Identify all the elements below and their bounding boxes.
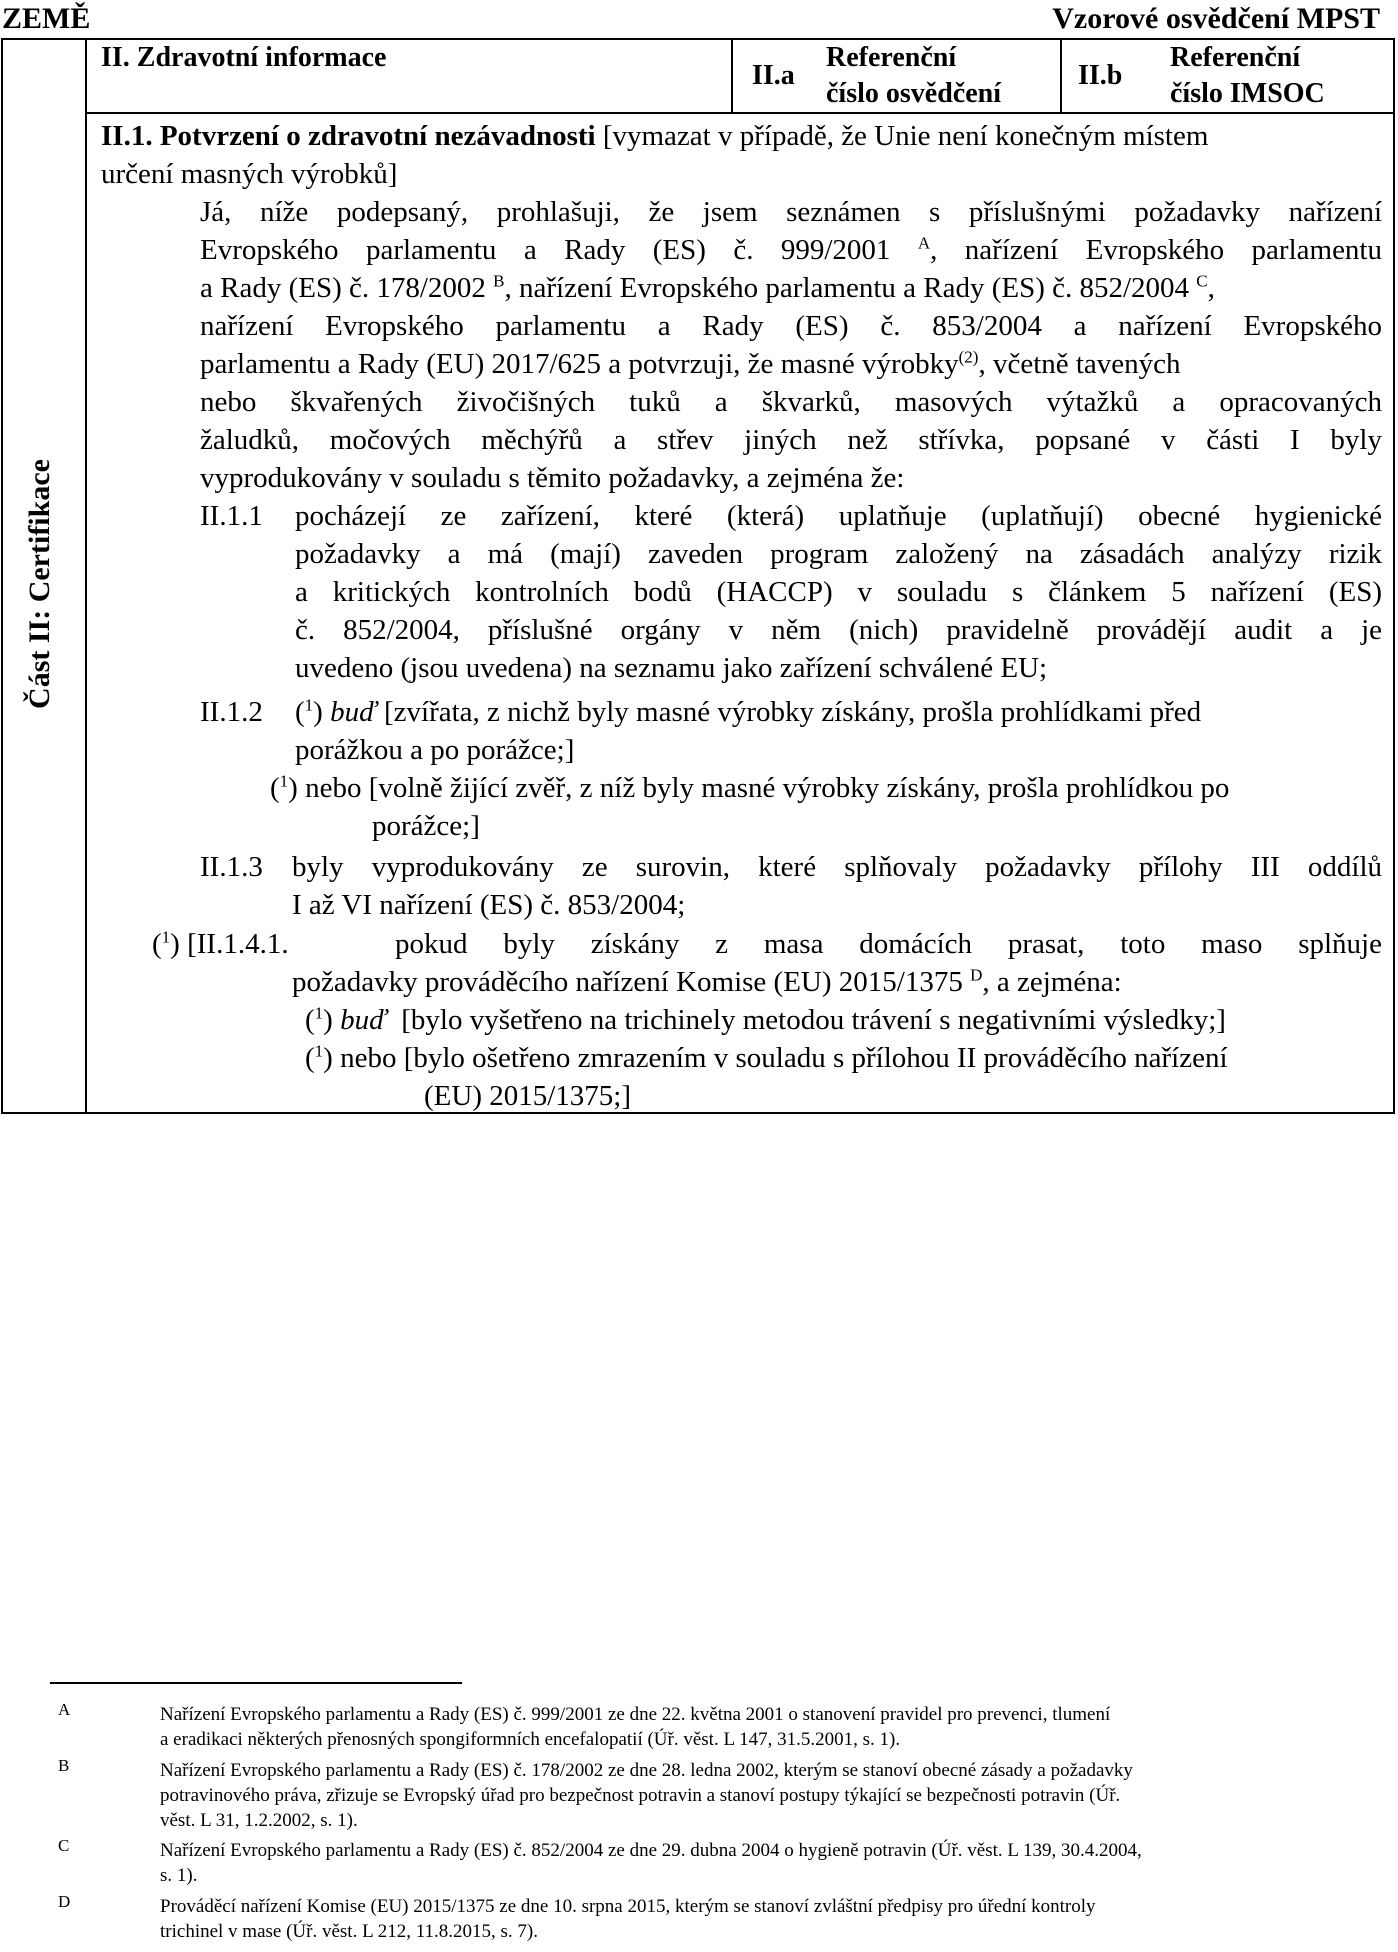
intro-ref-999: Evropského parlamentu a Rady (ES) č. 999/2001: [200, 234, 891, 266]
item-code-ii-1-2: II.1.2: [200, 696, 263, 728]
intro-line-6: nebo škvařených živočišných tuků a škvarků, masových výtažků a opracovaných: [200, 386, 1382, 418]
footnote-c-line: s. 1).: [160, 1865, 198, 1886]
ref-b-code: II.b: [1078, 60, 1123, 91]
intro-line-3: [200, 269, 1215, 307]
item-ii-1-4-1-line1: pokud byly získány z masa domácích prasat, toto maso splňuje: [395, 928, 1382, 960]
footnote-c: [160, 1838, 1320, 1888]
item-ii-1-2-nebo-line2: porážce;]: [372, 810, 480, 842]
intro-ref-852: , nařízení Evropského parlamentu a Rady (ES) č. 852/2004: [504, 272, 1190, 304]
model-certificate-label: Vzorové osvědčení MPST: [1052, 2, 1380, 35]
item-ii-1-1-line: a kritických kontrolních bodů (HACCP) v souladu s článkem 5 nařízení (ES): [295, 576, 1382, 608]
item-ii-1-2-line1: ($^1$) buď [zvířata, z nichž byly masné výrobky získány, prošla prohlídkami před: [295, 695, 1202, 728]
intro-line-2: [200, 231, 1382, 269]
trichinella-option-nebo: ($^1$) nebo [bylo ošetřeno zmrazením v souladu s přílohou II prováděcího nařízení: [305, 1041, 1228, 1074]
item-ii-1-3-line2: I až VI nařízení (ES) č. 853/2004;: [292, 889, 686, 921]
footnote-d-line: Prováděcí nařízení Komise (EU) 2015/1375 ze dne 10. srpna 2015, kterým se stanoví zvláštní předpisy pro úřední kontroly: [160, 1896, 1096, 1917]
section-title: II. Zdravotní informace: [101, 42, 387, 73]
item-ii-1-4-1-line2: [292, 963, 1122, 1001]
item-ii-1-3-line1: byly vyprodukovány ze surovin, které splňovaly požadavky přílohy III oddílů: [292, 851, 1382, 883]
footnote-ref-1: 1: [304, 695, 314, 715]
intro-text: parlamentu a Rady (EU) 2017/625 a potvrzuji, že masné výrobky: [200, 348, 959, 380]
item-code-ii-1-3: II.1.3: [200, 851, 263, 883]
footnote-ref-2: (2): [958, 347, 979, 367]
trichinella-option-nebo-line2: (EU) 2015/1375;]: [424, 1080, 631, 1112]
footnote-ref-d: D: [970, 965, 983, 985]
footnote-separator: [50, 1682, 462, 1684]
item-ii-1-1-line: požadavky a má (mají) zaveden program založený na zásadách analýzy rizik: [295, 538, 1382, 570]
footnote-label-a: A: [58, 1700, 71, 1719]
item-ii-1-2-nebo-line1: ($^1$) nebo [volně žijící zvěř, z níž byly masné výrobky získány, prošla prohlídkou po: [270, 771, 1230, 804]
footnote-b-line: věst. L 31, 1.2.2002, s. 1).: [160, 1810, 358, 1831]
footnote-d: [160, 1894, 1320, 1944]
footnote-d-line: trichinel v mase (Úř. věst. L 212, 11.8.2015, s. 7).: [160, 1921, 538, 1942]
ref-b-label-line2: číslo IMSOC: [1170, 78, 1325, 109]
item-code-ii-1-4-1: [II.1.4.1.: [187, 928, 289, 960]
footnote-ref-b: B: [493, 271, 505, 291]
footnote-ref-c: C: [1196, 271, 1208, 291]
section-heading-note: [vymazat v případě, že Unie není konečným místem: [595, 120, 1209, 152]
footnote-label-c: C: [58, 1836, 70, 1855]
footnote-b-line: potravinového práva, zřizuje se Evropský úřad pro bezpečnost potravin a stanoví postupy týkající se bezpečnosti potravin (Úř.: [160, 1785, 1121, 1806]
ref-b-cell-border: [1060, 38, 1062, 114]
ref-a-label-line1: Referenční: [826, 42, 957, 73]
option-bud: buď: [330, 696, 377, 728]
footnote-label-b: B: [58, 1756, 70, 1775]
footnote-c-line: Nařízení Evropského parlamentu a Rady (ES) č. 852/2004 ze dne 29. dubna 2004 o hygieně potravin (Úř. věst. L 139, 30.4.2004,: [160, 1840, 1142, 1861]
footnote-ref-1: 1: [314, 1003, 324, 1023]
footnote-a-line: a eradikaci některých přenosných spongiformních encefalopatií (Úř. věst. L 147, 31.5.2001, s. 1).: [160, 1729, 901, 1750]
option-bud: buď: [340, 1004, 387, 1036]
section-heading-line2: určení masných výrobků]: [101, 158, 398, 190]
trichinella-option-bud: ($^1$) buď [bylo vyšetřeno na trichinely metodou trávení s negativními výsledky;]: [305, 1003, 1226, 1036]
footnote-ref-1: 1: [161, 927, 171, 947]
footnote-a-line: Nařízení Evropského parlamentu a Rady (ES) č. 999/2001 ze dne 22. května 2001 o stanovení pravidel pro prevenci, tlumení: [160, 1704, 1111, 1725]
section-heading-bold: II.1. Potvrzení o zdravotní nezávadnosti: [101, 120, 596, 152]
footnote-b-line: Nařízení Evropského parlamentu a Rady (ES) č. 178/2002 ze dne 28. ledna 2002, kterým se stanoví obecné zásady a požadavky: [160, 1760, 1133, 1781]
intro-ref-178: a Rady (ES) č. 178/2002: [200, 272, 486, 304]
footnote-ref-1: 1: [279, 771, 289, 791]
item-code-ii-1-1: II.1.1: [200, 500, 263, 532]
intro-line-4: nařízení Evropského parlamentu a Rady (ES) č. 853/2004 a nařízení Evropského: [200, 310, 1382, 342]
option-text: ) nebo [bylo ošetřeno zmrazením v souladu s přílohou II prováděcího nařízení: [323, 1042, 1228, 1074]
ref-a-code: II.a: [752, 60, 795, 91]
country-label: ZEMĚ: [2, 2, 91, 35]
side-column-divider: [85, 38, 87, 1114]
intro-comma: ,: [1207, 272, 1215, 304]
ref-b-label-line1: Referenční: [1170, 42, 1301, 73]
intro-text: , včetně tavených: [978, 348, 1181, 380]
item-text: požadavky prováděcího nařízení Komise (EU) 2015/1375: [292, 966, 963, 998]
intro-line-8: vyprodukovány v souladu s těmito požadavky, a zejména že:: [200, 462, 905, 494]
footnote-ref-a: A: [917, 233, 931, 253]
item-text: , a zejména:: [982, 966, 1122, 998]
item-ii-1-1-line: uvedeno (jsou uvedena) na seznamu jako zařízení schválené EU;: [295, 652, 1048, 684]
item-ii-1-4-1-marker: ($^1$) [II.1.4.1.: [152, 927, 289, 960]
footnote-ref-1: 1: [314, 1041, 324, 1061]
ref-a-cell-border: [731, 38, 733, 114]
item-ii-1-1-line: pocházejí ze zařízení, které (která) uplatňuje (uplatňují) obecné hygienické: [295, 500, 1382, 532]
item-ii-1-1-line: č. 852/2004, příslušné orgány v něm (nich) pravidelně provádějí audit a je: [295, 614, 1382, 646]
option-text: [zvířata, z nichž byly masné výrobky získány, prošla prohlídkami před: [384, 696, 1202, 728]
intro-text: , nařízení Evropského parlamentu: [930, 234, 1382, 266]
header-row-divider: [85, 112, 1395, 114]
footnote-label-d: D: [58, 1892, 71, 1911]
option-text: ) nebo [volně žijící zvěř, z níž byly masné výrobky získány, prošla prohlídkou po: [288, 772, 1230, 804]
footnote-a: [160, 1702, 1320, 1752]
ref-a-label-line2: číslo osvědčení: [826, 78, 1001, 109]
side-label: Část II: Certifikace: [23, 459, 56, 709]
intro-line-5: [200, 345, 1181, 383]
intro-line-1: Já, níže podepsaný, prohlašuji, že jsem seznámen s příslušnými požadavky nařízení: [200, 196, 1382, 228]
intro-line-7: žaludků, močových měchýřů a střev jiných než střívka, popsané v části I byly: [200, 424, 1382, 456]
footnote-b: [160, 1758, 1320, 1833]
section-heading-line1: [101, 117, 1208, 155]
option-text: [bylo vyšetřeno na trichinely metodou trávení s negativními výsledky;]: [401, 1004, 1226, 1036]
item-ii-1-2-line2: porážkou a po porážce;]: [295, 734, 575, 766]
